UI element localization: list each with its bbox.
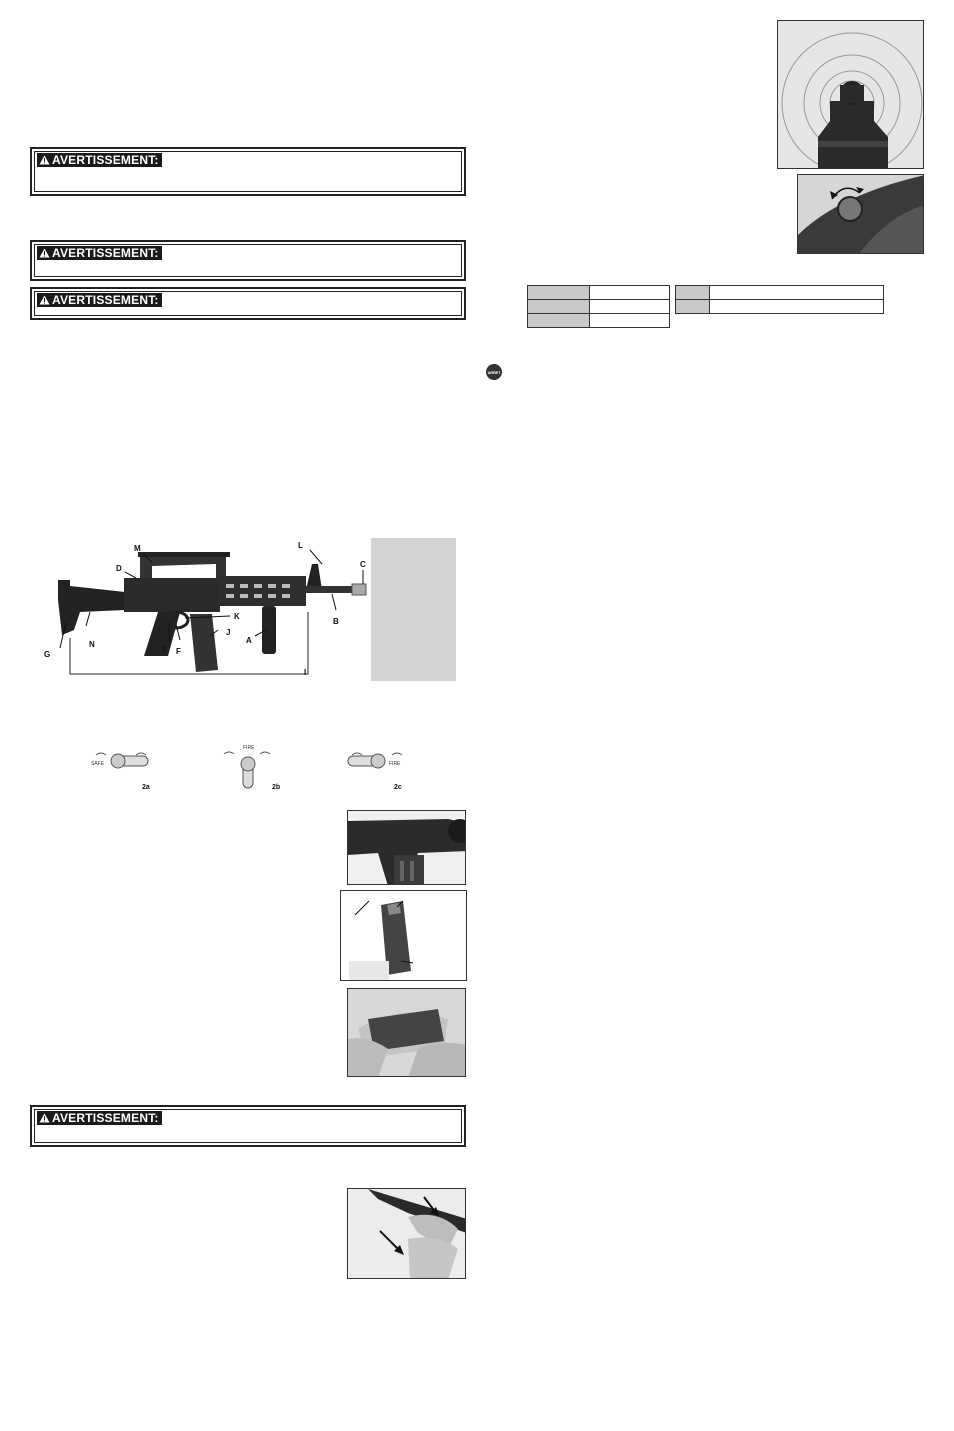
- warning-label: [37, 246, 162, 260]
- part-label-f: F: [176, 647, 181, 656]
- selector-position-label: SAFE: [91, 761, 105, 767]
- selector-figure-2b: [222, 742, 292, 796]
- selector-position-label: FIRE: [389, 761, 401, 767]
- part-label-i: I: [304, 668, 307, 677]
- spec-table-right: [675, 285, 884, 314]
- warning-box-4: [30, 1105, 466, 1147]
- photo-magazine-well: [347, 810, 466, 885]
- photo-magazine-diagram: [340, 890, 467, 981]
- warning-label: [37, 293, 162, 307]
- selector-position-label: FIRE: [243, 745, 255, 751]
- figure-number: 2c: [394, 784, 402, 791]
- selector-fire-icon: [222, 746, 281, 792]
- warning-label: [37, 153, 162, 167]
- part-label-k: K: [234, 612, 240, 621]
- spec-table-left: [527, 285, 670, 328]
- table-row: [528, 286, 670, 300]
- warning-triangle-icon: [39, 248, 50, 258]
- part-label-e: E: [162, 645, 168, 654]
- part-label-d: D: [116, 564, 122, 573]
- rifle-illustration: [40, 540, 370, 680]
- part-label-b: B: [333, 617, 339, 626]
- grey-sidebar-panel: [371, 538, 456, 681]
- selector-figure-2a: [88, 748, 168, 796]
- part-label-l: L: [298, 541, 303, 550]
- warning-box-2: [30, 240, 466, 281]
- part-label-m: M: [134, 544, 141, 553]
- warning-box-3: [30, 287, 466, 320]
- warning-box-1: [30, 147, 466, 196]
- table-row: [676, 286, 884, 300]
- stop-badge-icon: [486, 364, 502, 380]
- warning-label-text: AVERTISSEMENT:: [52, 293, 159, 307]
- warning-label-text: AVERTISSEMENT:: [52, 153, 159, 167]
- part-label-a: A: [246, 636, 252, 645]
- warning-triangle-icon: [39, 295, 50, 305]
- photo-rear-sight-target: [777, 20, 924, 169]
- table-row: [528, 314, 670, 328]
- part-label-j: J: [226, 628, 231, 637]
- figure-number: 2b: [272, 784, 281, 791]
- rifle-parts-diagram: [40, 540, 370, 680]
- warning-label-text: AVERTISSEMENT:: [52, 246, 159, 260]
- photo-removing-magazine: [347, 1188, 466, 1279]
- photo-sight-adjustment: [797, 174, 924, 254]
- photo-loading-magazine: [347, 988, 466, 1077]
- stop-badge-text: ARRET: [487, 369, 501, 375]
- part-label-c: C: [360, 560, 366, 569]
- warning-label-text: AVERTISSEMENT:: [52, 1111, 159, 1125]
- table-row: [676, 300, 884, 314]
- selector-figure-2c: [344, 748, 414, 796]
- warning-label: [37, 1111, 162, 1125]
- warning-triangle-icon: [39, 1113, 50, 1123]
- part-label-n: N: [89, 640, 95, 649]
- warning-triangle-icon: [39, 155, 50, 165]
- part-label-g: G: [44, 650, 51, 659]
- table-row: [528, 300, 670, 314]
- figure-number: 2a: [142, 784, 150, 791]
